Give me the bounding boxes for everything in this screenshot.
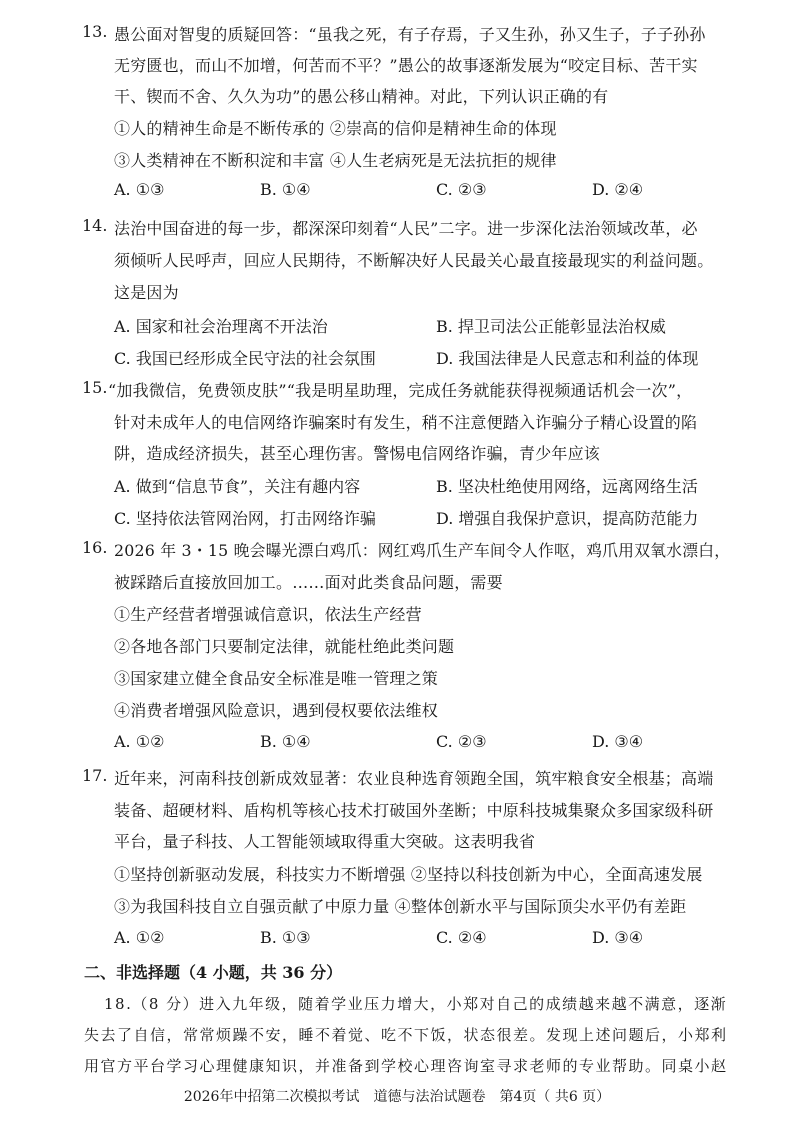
page-footer: 2026年中招第二次模拟考试 道德与法治试题卷 第4页（ 共6 页） [183,1089,611,1105]
option-a: A. 做到“信息节食”，关注有趣内容 [114,477,361,496]
question-stem-line: 无穷匮也，而山不加增，何苦而不平？”愚公的故事逐渐发展为“咬定目标、苦干实 [114,56,698,75]
option-a: A. ①③ [114,180,165,199]
option-c: C. 坚持依法管网治网，打击网络诈骗 [114,509,376,528]
option-d: D. ③④ [592,732,644,751]
statement-line: ③国家建立健全食品安全标准是唯一管理之策 [114,669,439,688]
option-a: A. ①② [114,732,165,751]
paragraph-line: 用官方平台学习心理健康知识，并准备到学校心理咨询室寻求老师的专业帮助。同桌小赵 [84,1057,728,1075]
question-number: 16. [82,538,108,557]
question-stem-line: 愚公面对智叟的质疑回答：“虽我之死，有子存焉，子又生孙，孙又生子，子子孙孙 [114,25,706,44]
option-a: A. 国家和社会治理离不开法治 [114,317,328,336]
question-number: 14. [82,216,108,235]
statement-line: ①坚持创新驱动发展，科技实力不断增强 ②坚持以科技创新为中心，全面高速发展 [114,865,703,884]
question-stem-line: 这是因为 [114,283,179,302]
option-d: D. 我国法律是人民意志和利益的体现 [436,349,699,368]
question-stem-line: 针对未成年人的电信网络诈骗案时有发生，稍不注意便踏入诈骗分子精心设置的陷 [114,413,698,432]
option-b: B. ①④ [260,180,311,199]
option-c: C. ②③ [436,732,487,751]
option-d: D. ③④ [592,928,644,947]
question-number: 15. [82,378,108,397]
option-c: C. 我国已经形成全民守法的社会氛围 [114,349,376,368]
question-stem-line: 法治中国奋进的每一步，都深深印刻着“人民”二字。进一步深化法治领域改革，必 [114,219,698,238]
question-stem-line: 干、锲而不舍、久久为功”的愚公移山精神。对此，下列认识正确的有 [114,87,609,106]
statement-line: ③人类精神在不断积淀和丰富 ④人生老病死是无法抗拒的规律 [114,151,557,170]
question-stem-line: 被踩踏后直接放回加工。……面对此类食品问题，需要 [114,573,503,592]
question-stem-line: 须倾听人民呼声，回应人民期待，不断解决好人民最关心最直接最现实的利益问题。 [114,251,714,270]
statement-line: ④消费者增强风险意识，遇到侵权要依法维权 [114,701,439,720]
statement-line: ①生产经营者增强诚信意识，依法生产经营 [114,605,422,624]
option-b: B. 捍卫司法公正能彰显法治权威 [436,317,666,336]
section-heading: 二、非选择题（4 小题，共 36 分） [84,963,343,982]
option-a: A. ①② [114,928,165,947]
paragraph-line: 失去了自信，常常烦躁不安，睡不着觉、吃不下饭，状态很差。发现上述问题后，小郑利 [84,1026,728,1044]
option-d: D. 增强自我保护意识，提高防范能力 [436,509,699,528]
statement-line: ①人的精神生命是不断传承的 ②崇高的信仰是精神生命的体现 [114,119,557,138]
statement-line: ②各地各部门只要制定法律，就能杜绝此类问题 [114,637,455,656]
option-c: C. ②③ [436,180,487,199]
question-stem-line: 阱，造成经济损失，甚至心理伤害。警惕电信网络诈骗，青少年应该 [114,444,601,463]
option-b: B. ①③ [260,928,311,947]
paragraph-line: 18.（8 分）进入九年级，随着学业压力增大，小郑对自己的成绩越来越不满意，逐渐 [104,995,728,1013]
question-number: 17. [82,766,108,785]
option-b: B. 坚决杜绝使用网络，远离网络生活 [436,477,698,496]
question-stem-line: 近年来，河南科技创新成效显著：农业良种选育领跑全国，筑牢粮食安全根基；高端 [114,769,714,788]
question-stem-line: 装备、超硬材料、盾构机等核心技术打破国外垄断；中原科技城集聚众多国家级科研 [114,801,714,820]
question-stem-line: “加我微信，免费领皮肤”“我是明星助理，完成任务就能获得视频通话机会一次”， [108,381,693,400]
option-d: D. ②④ [592,180,644,199]
question-stem-line: 2026 年 3・15 晚会曝光漂白鸡爪：网红鸡爪生产车间令人作呕，鸡爪用双氧水漂白， [114,541,731,560]
question-stem-line: 平台，量子科技、人工智能领域取得重大突破。这表明我省 [114,832,536,851]
option-c: C. ②④ [436,928,487,947]
statement-line: ③为我国科技自立自强贡献了中原力量 ④整体创新水平与国际顶尖水平仍有差距 [114,897,687,916]
option-b: B. ①④ [260,732,311,751]
question-number: 13. [82,22,108,41]
